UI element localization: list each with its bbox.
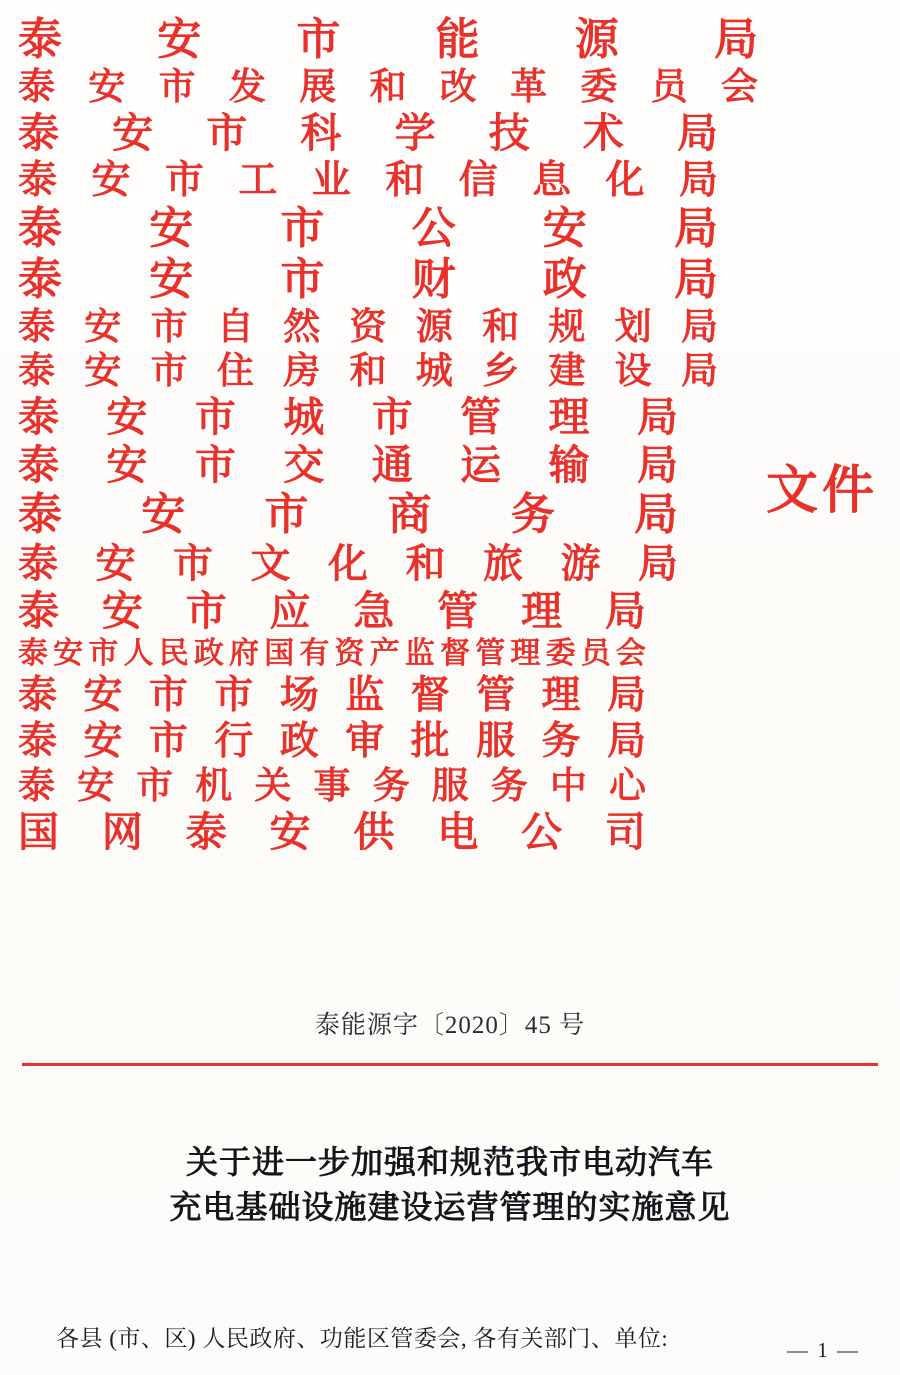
agency-char: 发 (228, 67, 266, 108)
agency-line (18, 69, 758, 106)
agency-char: 场 (279, 674, 319, 717)
agency-char: 安 (269, 809, 311, 855)
agency-char: 安 (112, 110, 154, 156)
agency-char: 城 (415, 351, 453, 392)
agency-char: 安 (101, 588, 143, 634)
agency-char: 管 (460, 394, 502, 440)
agency-char: 泰 (18, 541, 58, 586)
agency-char: 泰 (18, 67, 55, 108)
agency-char: 安 (149, 255, 194, 304)
agency-char: 公 (411, 204, 456, 253)
agency-char: 泰 (18, 204, 62, 253)
agency-char: 市 (371, 394, 413, 440)
salutation-text: 各县 (市、区) 人民政府、功能区管委会, 各有关部门、单位: (56, 1326, 669, 1351)
agency-char: 督 (440, 637, 471, 670)
agency-char: 政 (542, 255, 587, 304)
agency-char: 批 (410, 720, 450, 763)
agency-char: 文 (250, 541, 291, 586)
agency-char: 财 (411, 255, 456, 304)
agency-char: 安 (83, 720, 123, 763)
agency-char: 泰 (18, 588, 59, 634)
agency-char: 民 (158, 637, 189, 670)
agency-char: 泰 (18, 720, 58, 763)
agency-char: 督 (410, 674, 450, 717)
agency-char: 建 (548, 351, 586, 392)
agency-char: 科 (300, 110, 342, 156)
agency-char: 旅 (483, 541, 523, 586)
agency-char: 务 (372, 766, 410, 807)
agency-char: 局 (633, 490, 678, 539)
agency-name-list (18, 15, 778, 855)
agency-char: 市 (264, 490, 309, 539)
agency-char: 中 (549, 766, 587, 807)
agency-char: 然 (283, 307, 321, 348)
agency-char: 划 (614, 307, 652, 348)
agency-char: 员 (650, 67, 688, 108)
agency-char: 安 (83, 674, 123, 717)
agency-char: 局 (638, 541, 678, 586)
agency-char: 术 (582, 110, 624, 156)
agency-char: 心 (608, 766, 646, 807)
agency-char: 市 (158, 67, 196, 108)
agency-char: 会 (615, 637, 646, 670)
agency-char: 市 (150, 351, 188, 392)
agency-char: 理 (541, 674, 581, 717)
agency-char: 服 (431, 766, 469, 807)
agency-char: 员 (580, 637, 611, 670)
agency-char: 务 (541, 720, 581, 763)
agency-char: 市 (280, 204, 325, 253)
agency-char: 务 (510, 490, 555, 539)
agency-char: 局 (676, 110, 718, 156)
agency-char: 有 (299, 637, 330, 670)
agency-char: 理 (510, 637, 541, 670)
agency-line (18, 588, 646, 634)
agency-char: 国 (264, 637, 295, 670)
agency-char: 应 (269, 588, 311, 634)
document-number: 泰能源字〔2020〕45 号 (314, 1012, 586, 1039)
agency-char: 运 (460, 442, 502, 488)
document-title (0, 1140, 900, 1230)
agency-char: 府 (229, 637, 260, 670)
agency-char: 局 (673, 204, 718, 253)
red-divider-rule (22, 1063, 878, 1066)
agency-char: 房 (283, 351, 321, 392)
agency-line (18, 161, 718, 200)
agency-char: 泰 (18, 110, 59, 156)
agency-char: 急 (353, 588, 395, 634)
agency-char: 委 (545, 637, 576, 670)
agency-line (18, 676, 646, 715)
agency-char: 政 (279, 720, 319, 763)
agency-char: 行 (214, 720, 254, 763)
agency-line (18, 309, 718, 346)
agency-char: 人 (123, 637, 154, 670)
agency-char: 安 (106, 394, 148, 440)
agency-char: 泰 (18, 674, 58, 717)
agency-char: 规 (548, 307, 586, 348)
agency-char: 游 (560, 541, 601, 586)
agency-char: 源 (415, 307, 453, 348)
agency-line (18, 15, 758, 64)
agency-line (18, 110, 718, 156)
agency-char: 安 (77, 766, 115, 807)
agency-char: 管 (475, 637, 506, 670)
agency-char: 管 (437, 588, 479, 634)
agency-char: 委 (580, 67, 618, 108)
agency-char: 局 (636, 442, 678, 488)
agency-char: 司 (604, 809, 646, 855)
agency-char: 泰 (18, 490, 62, 539)
document-title-line-1: 关于进一步加强和规范我市电动汽车 (185, 1144, 714, 1180)
agency-char: 工 (238, 159, 278, 202)
agency-char: 政 (193, 637, 224, 670)
agency-char: 市 (194, 442, 236, 488)
agency-char: 乡 (482, 351, 520, 392)
agency-char: 泰 (18, 394, 59, 440)
agency-char: 市 (194, 394, 236, 440)
agency-char: 局 (606, 720, 646, 763)
agency-char: 安 (53, 637, 84, 670)
agency-char: 和 (482, 307, 520, 348)
agency-char: 市 (148, 674, 188, 717)
agency-char: 安 (84, 351, 122, 392)
agency-char: 和 (405, 541, 446, 586)
agency-char: 输 (548, 442, 590, 488)
agency-char: 安 (88, 67, 126, 108)
agency-char: 安 (542, 204, 587, 253)
agency-char: 关 (254, 766, 292, 807)
masthead (0, 15, 900, 860)
document-title-line-2: 充电基础设施建设运营管理的实施意见 (169, 1189, 731, 1225)
agency-char: 泰 (18, 637, 48, 670)
agency-char: 交 (283, 442, 325, 488)
agency-char: 监 (345, 674, 385, 717)
agency-char: 市 (296, 15, 341, 64)
agency-char: 机 (195, 766, 233, 807)
page-number: — 1 — (787, 1338, 860, 1362)
agency-line (18, 394, 678, 440)
agency-char: 国 (18, 809, 59, 855)
agency-line (18, 541, 678, 586)
agency-char: 网 (101, 809, 143, 855)
agency-char: 化 (328, 541, 368, 586)
agency-char: 和 (369, 67, 407, 108)
agency-char: 泰 (18, 351, 55, 392)
agency-char: 事 (313, 766, 351, 807)
agency-char: 市 (206, 110, 248, 156)
agency-char: 通 (371, 442, 413, 488)
agency-line (18, 204, 718, 253)
agency-char: 市 (150, 307, 188, 348)
agency-char: 自 (216, 307, 254, 348)
agency-char: 务 (490, 766, 528, 807)
agency-char: 资 (334, 637, 365, 670)
agency-char: 局 (713, 15, 758, 64)
agency-char: 服 (476, 720, 516, 763)
agency-char: 城 (283, 394, 325, 440)
agency-char: 泰 (185, 809, 227, 855)
agency-line (18, 639, 646, 669)
agency-line (18, 768, 646, 805)
agency-char: 商 (387, 490, 432, 539)
agency-char: 泰 (18, 766, 55, 807)
agency-char: 信 (458, 159, 498, 202)
agency-char: 安 (149, 204, 194, 253)
agency-char: 监 (404, 637, 435, 670)
agency-char: 局 (673, 255, 718, 304)
document-word-label: 文件 (765, 463, 878, 520)
agency-char: 化 (605, 159, 645, 202)
agency-char: 安 (84, 307, 122, 348)
agency-char: 局 (680, 351, 718, 392)
agency-char: 安 (141, 490, 186, 539)
agency-char: 革 (510, 67, 548, 108)
agency-char: 局 (606, 674, 646, 717)
agency-char: 电 (437, 809, 479, 855)
agency-char: 泰 (18, 307, 55, 348)
agency-line (18, 809, 646, 855)
agency-char: 局 (604, 588, 646, 634)
agency-char: 局 (678, 159, 718, 202)
agency-char: 市 (136, 766, 174, 807)
agency-char: 会 (720, 67, 758, 108)
agency-char: 安 (95, 541, 136, 586)
agency-char: 和 (349, 351, 387, 392)
agency-char: 安 (91, 159, 131, 202)
agency-char: 泰 (18, 15, 62, 64)
agency-char: 市 (280, 255, 325, 304)
agency-char: 业 (311, 159, 351, 202)
agency-char: 泰 (18, 159, 58, 202)
agency-char: 能 (435, 15, 480, 64)
agency-char: 住 (216, 351, 254, 392)
agency-char: 市 (185, 588, 227, 634)
agency-line (18, 442, 678, 488)
agency-char: 管 (476, 674, 516, 717)
agency-char: 市 (164, 159, 204, 202)
agency-char: 展 (299, 67, 337, 108)
agency-char: 泰 (18, 442, 59, 488)
agency-char: 技 (488, 110, 530, 156)
agency-char: 设 (614, 351, 652, 392)
agency-char: 公 (521, 809, 563, 855)
agency-char: 市 (88, 637, 119, 670)
agency-line (18, 490, 678, 539)
agency-char: 理 (548, 394, 590, 440)
agency-line (18, 255, 718, 304)
agency-char: 安 (157, 15, 202, 64)
agency-char: 审 (345, 720, 385, 763)
agency-char: 和 (385, 159, 425, 202)
agency-char: 资 (349, 307, 387, 348)
agency-char: 市 (173, 541, 213, 586)
agency-char: 息 (532, 159, 572, 202)
agency-line (18, 353, 718, 390)
agency-char: 学 (394, 110, 436, 156)
agency-char: 市 (148, 720, 188, 763)
agency-char: 泰 (18, 255, 62, 304)
agency-char: 局 (680, 307, 718, 348)
agency-char: 改 (439, 67, 477, 108)
agency-char: 源 (574, 15, 619, 64)
agency-char: 供 (353, 809, 395, 855)
agency-char: 局 (636, 394, 678, 440)
agency-line (18, 722, 646, 761)
agency-char: 产 (369, 637, 400, 670)
agency-char: 理 (521, 588, 563, 634)
agency-char: 市 (214, 674, 254, 717)
agency-char: 安 (106, 442, 148, 488)
